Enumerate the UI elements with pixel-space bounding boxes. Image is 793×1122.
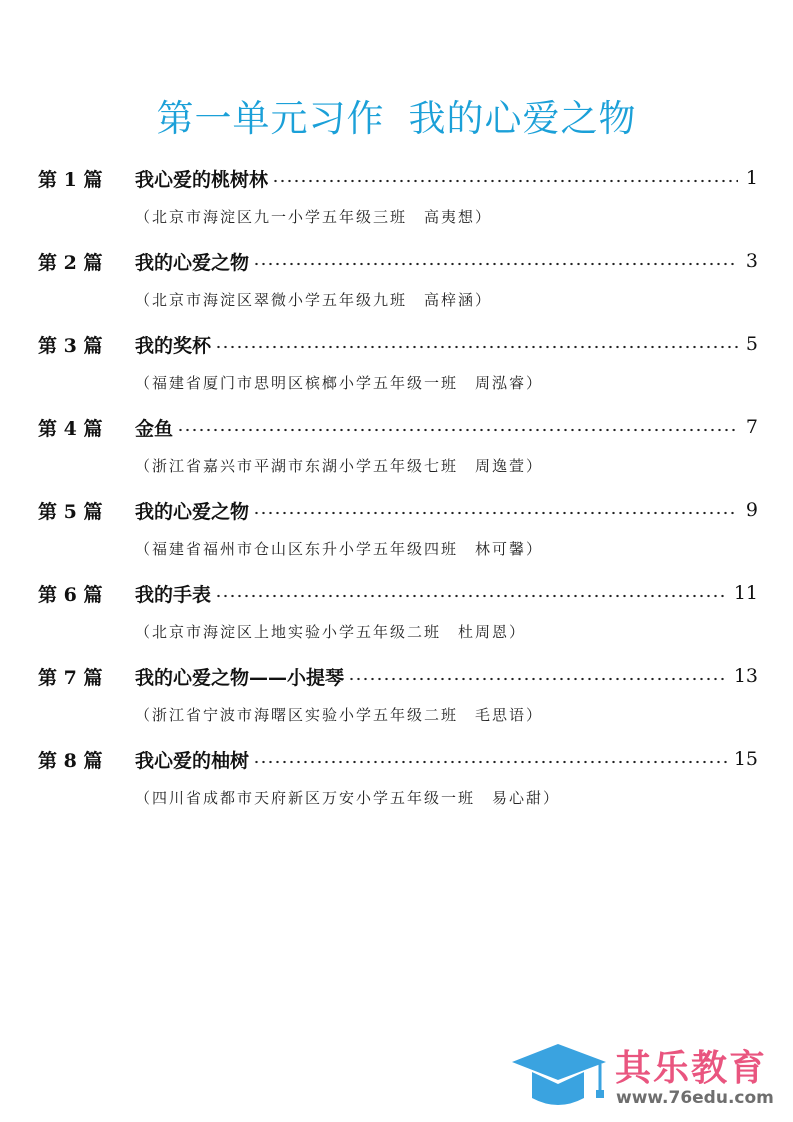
toc-entry — [38, 324, 758, 407]
toc-entry-line[interactable] — [38, 490, 758, 530]
toc-entry-line[interactable] — [38, 158, 758, 198]
watermark-logo — [510, 1040, 790, 1115]
entry-author: （北京市海淀区上地实验小学五年级二班 杜周恩） — [135, 623, 527, 641]
toc-entry — [38, 573, 758, 656]
logo-name: 其乐教育 — [615, 1048, 768, 1089]
entry-author: （四川省成都市天府新区万安小学五年级一班 易心甜） — [135, 789, 561, 807]
page-number: 5 — [745, 333, 758, 355]
entry-title: 我的手表 — [135, 583, 212, 606]
entry-number: 第 2 篇 — [38, 251, 103, 274]
entry-number: 第 4 篇 — [38, 417, 103, 440]
entry-title: 我心爱的柚树 — [135, 749, 250, 772]
toc-entry-line[interactable] — [38, 241, 758, 281]
entry-number: 第 7 篇 — [38, 666, 103, 689]
entry-title: 金鱼 — [135, 417, 174, 440]
toc-entry — [38, 407, 758, 490]
toc-entry-line[interactable] — [38, 656, 758, 696]
graduation-cap-icon — [510, 1040, 610, 1115]
dot-leader — [253, 262, 738, 266]
page-number: 9 — [745, 499, 758, 521]
entry-number: 第 1 篇 — [38, 168, 103, 191]
toc-entry — [38, 739, 758, 822]
entry-title: 我的心爱之物——小提琴 — [135, 666, 345, 689]
dot-leader — [272, 179, 738, 183]
entry-title: 我的奖杯 — [135, 334, 212, 357]
entry-title: 我的心爱之物 — [135, 251, 250, 274]
toc-entry-line[interactable] — [38, 573, 758, 613]
entry-author: （北京市海淀区翠微小学五年级九班 高梓涵） — [135, 291, 493, 309]
unit-title: 第一单元习作 — [156, 97, 385, 140]
toc-entry-line[interactable] — [38, 739, 758, 779]
table-of-contents — [38, 158, 758, 822]
page-number: 11 — [733, 582, 758, 604]
entry-title: 我心爱的桃树林 — [135, 168, 269, 191]
entry-number: 第 6 篇 — [38, 583, 103, 606]
toc-entry-line[interactable] — [38, 324, 758, 364]
logo-url: www.76edu.com — [616, 1088, 774, 1108]
entry-author: （福建省福州市仓山区东升小学五年级四班 林可馨） — [135, 540, 544, 558]
dot-leader — [253, 511, 738, 515]
page-number: 3 — [745, 250, 758, 272]
entry-number: 第 8 篇 — [38, 749, 103, 772]
entry-number: 第 5 篇 — [38, 500, 103, 523]
entry-author: （北京市海淀区九一小学五年级三班 高夷想） — [135, 208, 493, 226]
dot-leader — [215, 345, 738, 349]
page-number: 1 — [745, 167, 758, 189]
page-title — [0, 88, 793, 142]
toc-entry — [38, 656, 758, 739]
toc-entry — [38, 490, 758, 573]
toc-entry — [38, 158, 758, 241]
entry-author: （浙江省嘉兴市平湖市东湖小学五年级七班 周逸萱） — [135, 457, 544, 475]
page-number: 13 — [733, 665, 758, 687]
entry-author: （福建省厦门市思明区槟榔小学五年级一班 周泓睿） — [135, 374, 544, 392]
dot-leader — [215, 594, 728, 598]
page-number: 15 — [733, 748, 758, 770]
toc-entry-line[interactable] — [38, 407, 758, 447]
page-number: 7 — [745, 416, 758, 438]
dot-leader — [177, 428, 738, 432]
toc-entry — [38, 241, 758, 324]
entry-number: 第 3 篇 — [38, 334, 103, 357]
dot-leader — [348, 677, 728, 681]
entry-author: （浙江省宁波市海曙区实验小学五年级二班 毛思语） — [135, 706, 544, 724]
entry-title: 我的心爱之物 — [135, 500, 250, 523]
theme-title: 我的心爱之物 — [408, 97, 637, 140]
dot-leader — [253, 760, 728, 764]
